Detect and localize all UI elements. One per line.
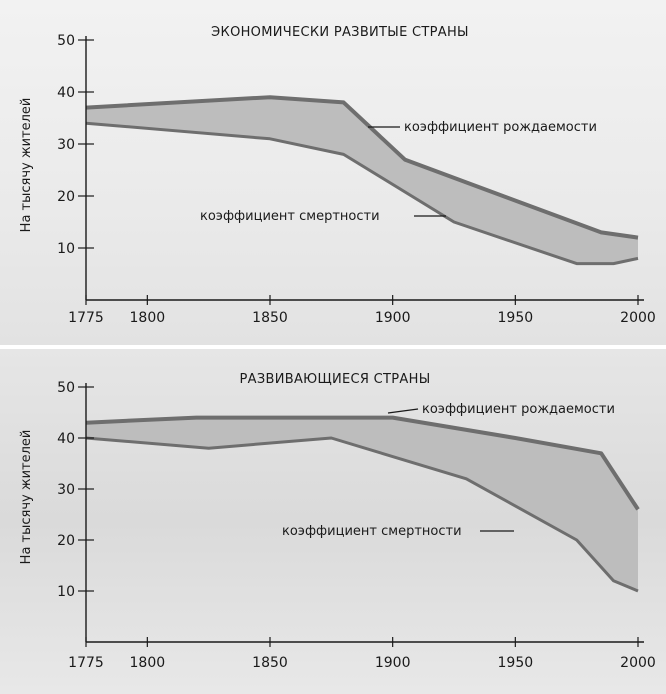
x-tick-label: 1950	[497, 655, 534, 671]
y-tick-label: 30	[57, 482, 75, 498]
y-tick-label: 10	[57, 241, 75, 257]
y-axis-label: На тысячу жителей	[19, 429, 34, 565]
death-rate-annotation	[200, 209, 446, 224]
y-tick-label: 10	[57, 584, 75, 600]
y-tick-label: 20	[57, 533, 75, 549]
x-tick-label: 1900	[374, 655, 411, 671]
death-rate-legend-label: коэффициент смертности	[200, 209, 380, 224]
bottom-chart-panel	[0, 347, 666, 694]
birth-rate-leader-line	[388, 409, 418, 413]
y-tick-label: 30	[57, 137, 75, 153]
x-tick-label: 1775	[68, 310, 104, 326]
x-tick-label: 1775	[68, 655, 104, 671]
chart-title: ЭКОНОМИЧЕСКИ РАЗВИТЫЕ СТРАНЫ	[211, 25, 469, 40]
x-tick-label: 1900	[374, 310, 411, 326]
x-tick-label: 1850	[252, 310, 288, 326]
birth-rate-legend-label: коэффициент рождаемости	[422, 402, 615, 417]
x-tick-label: 2000	[620, 310, 656, 326]
axes	[57, 33, 656, 326]
birth-rate-legend-label: коэффициент рождаемости	[404, 120, 597, 135]
chart-title: РАЗВИВАЮЩИЕСЯ СТРАНЫ	[239, 372, 431, 387]
x-tick-label: 2000	[620, 655, 656, 671]
developing-countries-chart	[0, 347, 666, 694]
death-rate-annotation	[282, 524, 514, 539]
y-tick-label: 50	[57, 33, 75, 49]
death-rate-legend-label: коэффициент смертности	[282, 524, 462, 539]
panel-divider	[0, 345, 666, 349]
birth-rate-annotation	[368, 120, 597, 135]
x-tick-label: 1800	[129, 310, 166, 326]
y-tick-label: 40	[57, 85, 75, 101]
y-axis-label: На тысячу жителей	[19, 97, 34, 233]
birth-rate-annotation	[388, 402, 615, 417]
x-tick-label: 1800	[129, 655, 166, 671]
y-tick-label: 40	[57, 431, 75, 447]
y-tick-label: 20	[57, 189, 75, 205]
y-tick-label: 50	[57, 380, 75, 396]
x-tick-label: 1950	[497, 310, 534, 326]
x-tick-label: 1850	[252, 655, 288, 671]
